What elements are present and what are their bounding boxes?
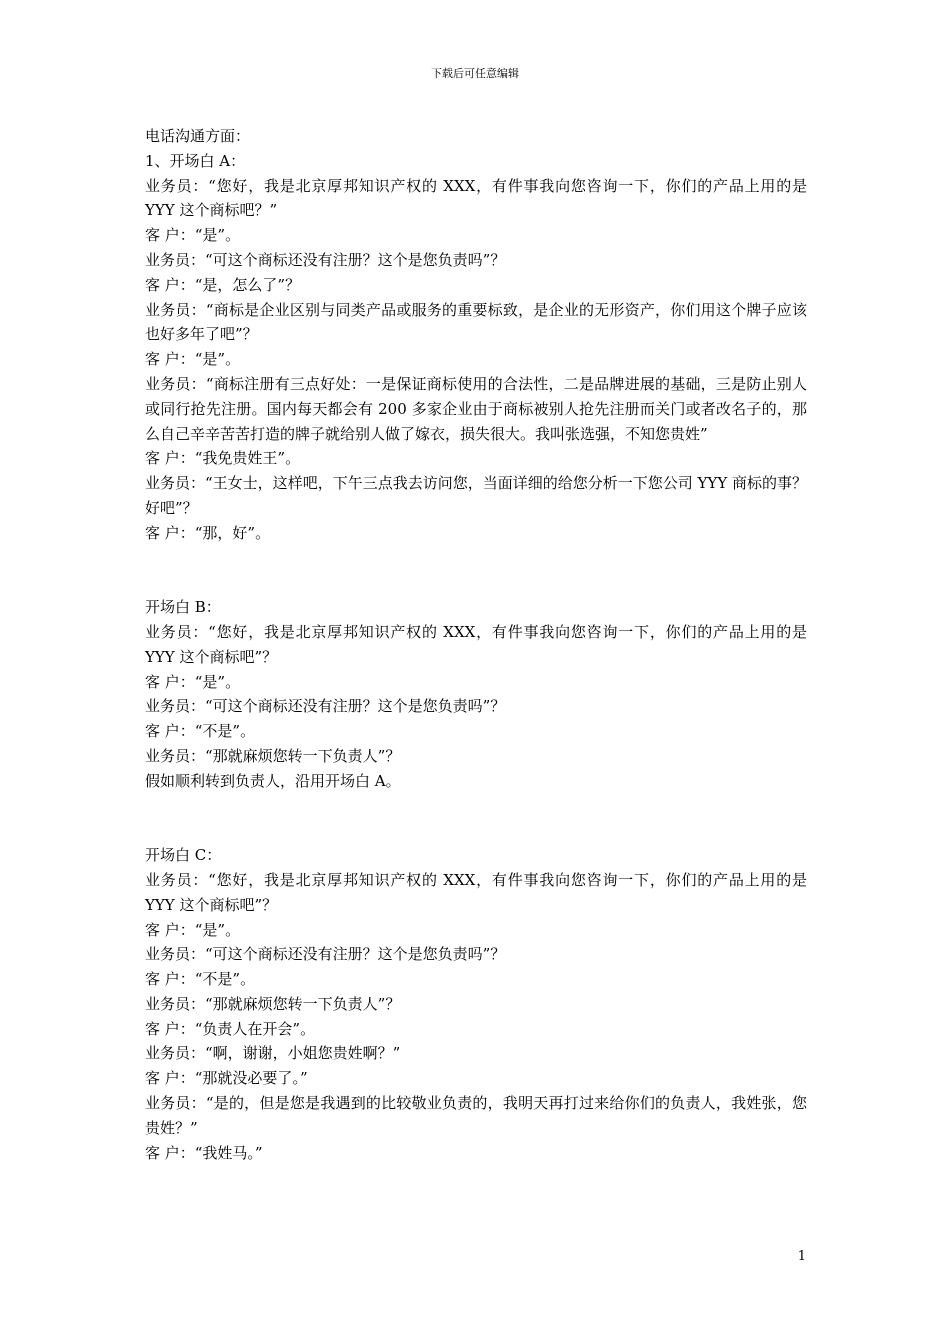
dialogue-line: 业务员：“可这个商标还没有注册？这个是您负责吗”？ bbox=[145, 250, 506, 269]
dialogue-line: 客 户：“那就没必要了。” bbox=[145, 1069, 308, 1088]
dialogue-line: 客 户：“不是”。 bbox=[145, 970, 256, 989]
section-c-title: 开场白 C： bbox=[145, 846, 222, 865]
dialogue-line: 业务员：“您好，我是北京厚邦知识产权的 XXX，有件事我向您咨询一下，你们的产品上用的是 YYY 这个商标吧”？ bbox=[145, 622, 807, 666]
dialogue-line: 客 户：“不是”。 bbox=[145, 722, 256, 741]
dialogue-line: 业务员：“是的，但是您是我遇到的比较敬业负责的，我明天再打过来给你们的负责人，我姓张，您贵姓？” bbox=[145, 1094, 807, 1137]
dialogue-line: 业务员：“王女士，这样吧，下午三点我去访问您，当面详细的给您分析一下您公司 YYY 商标的事？好吧”？ bbox=[145, 474, 807, 517]
dialogue-line: 客 户：“是”。 bbox=[145, 672, 241, 691]
section-spacer bbox=[145, 794, 807, 844]
section-spacer bbox=[145, 546, 807, 596]
dialogue-line: 业务员：“可这个商标还没有注册？这个是您负责吗”？ bbox=[145, 697, 506, 716]
dialogue-line: 业务员：“您好，我是北京厚邦知识产权的 XXX，有件事我向您咨询一下，你们的产品上用的是 YYY 这个商标吧？” bbox=[145, 176, 807, 220]
dialogue-line: 业务员：“啊，谢谢，小姐您贵姓啊？” bbox=[145, 1044, 401, 1063]
dialogue-line: 业务员：“那就麻烦您转一下负责人”？ bbox=[145, 994, 401, 1013]
section-b-title: 开场白 B： bbox=[145, 598, 221, 617]
document-heading: 电话沟通方面： bbox=[145, 127, 251, 145]
dialogue-line: 客 户：“那，好”。 bbox=[145, 523, 271, 542]
dialogue-line: 业务员：“商标注册有三点好处：一是保证商标使用的合法性，二是品牌进展的基础，三是防止别人或同行抢先注册。国内每天都会有 200 多家企业由于商标被别人抢先注册而关门或者改名子的，那么自己辛辛苦苦打造的牌子就给别人做了嫁衣，损失很大。我叫张选强，不知您贵姓” bbox=[145, 374, 807, 443]
dialogue-line: 客 户：“是，怎么了”？ bbox=[145, 275, 301, 294]
dialogue-line: 业务员：“您好，我是北京厚邦知识产权的 XXX，有件事我向您咨询一下，你们的产品上用的是 YYY 这个商标吧”？ bbox=[145, 870, 807, 914]
dialogue-line: 客 户：“是”。 bbox=[145, 226, 241, 245]
dialogue-line: 业务员：“商标是企业区别与同类产品或服务的重要标致，是企业的无形资产，你们用这个牌子应该也好多年了吧”？ bbox=[145, 300, 807, 344]
dialogue-line: 客 户：“负责人在开会”。 bbox=[145, 1019, 316, 1038]
document-body bbox=[145, 124, 807, 1165]
dialogue-line: 假如顺利转到负责人，沿用开场白 A。 bbox=[145, 771, 401, 790]
page-header: 下载后可任意编辑 bbox=[431, 67, 519, 80]
dialogue-line: 业务员：“那就麻烦您转一下负责人”？ bbox=[145, 746, 401, 765]
dialogue-line: 客 户：“我姓马。” bbox=[145, 1143, 263, 1162]
dialogue-line: 客 户：“我免贵姓王”。 bbox=[145, 449, 301, 468]
dialogue-line: 客 户：“是”。 bbox=[145, 920, 241, 939]
dialogue-line: 客 户：“是”。 bbox=[145, 350, 241, 369]
page-number: 1 bbox=[797, 1249, 806, 1264]
section-a-title: 1、开场白 A： bbox=[145, 151, 246, 170]
dialogue-line: 业务员：“可这个商标还没有注册？这个是您负责吗”？ bbox=[145, 945, 506, 964]
